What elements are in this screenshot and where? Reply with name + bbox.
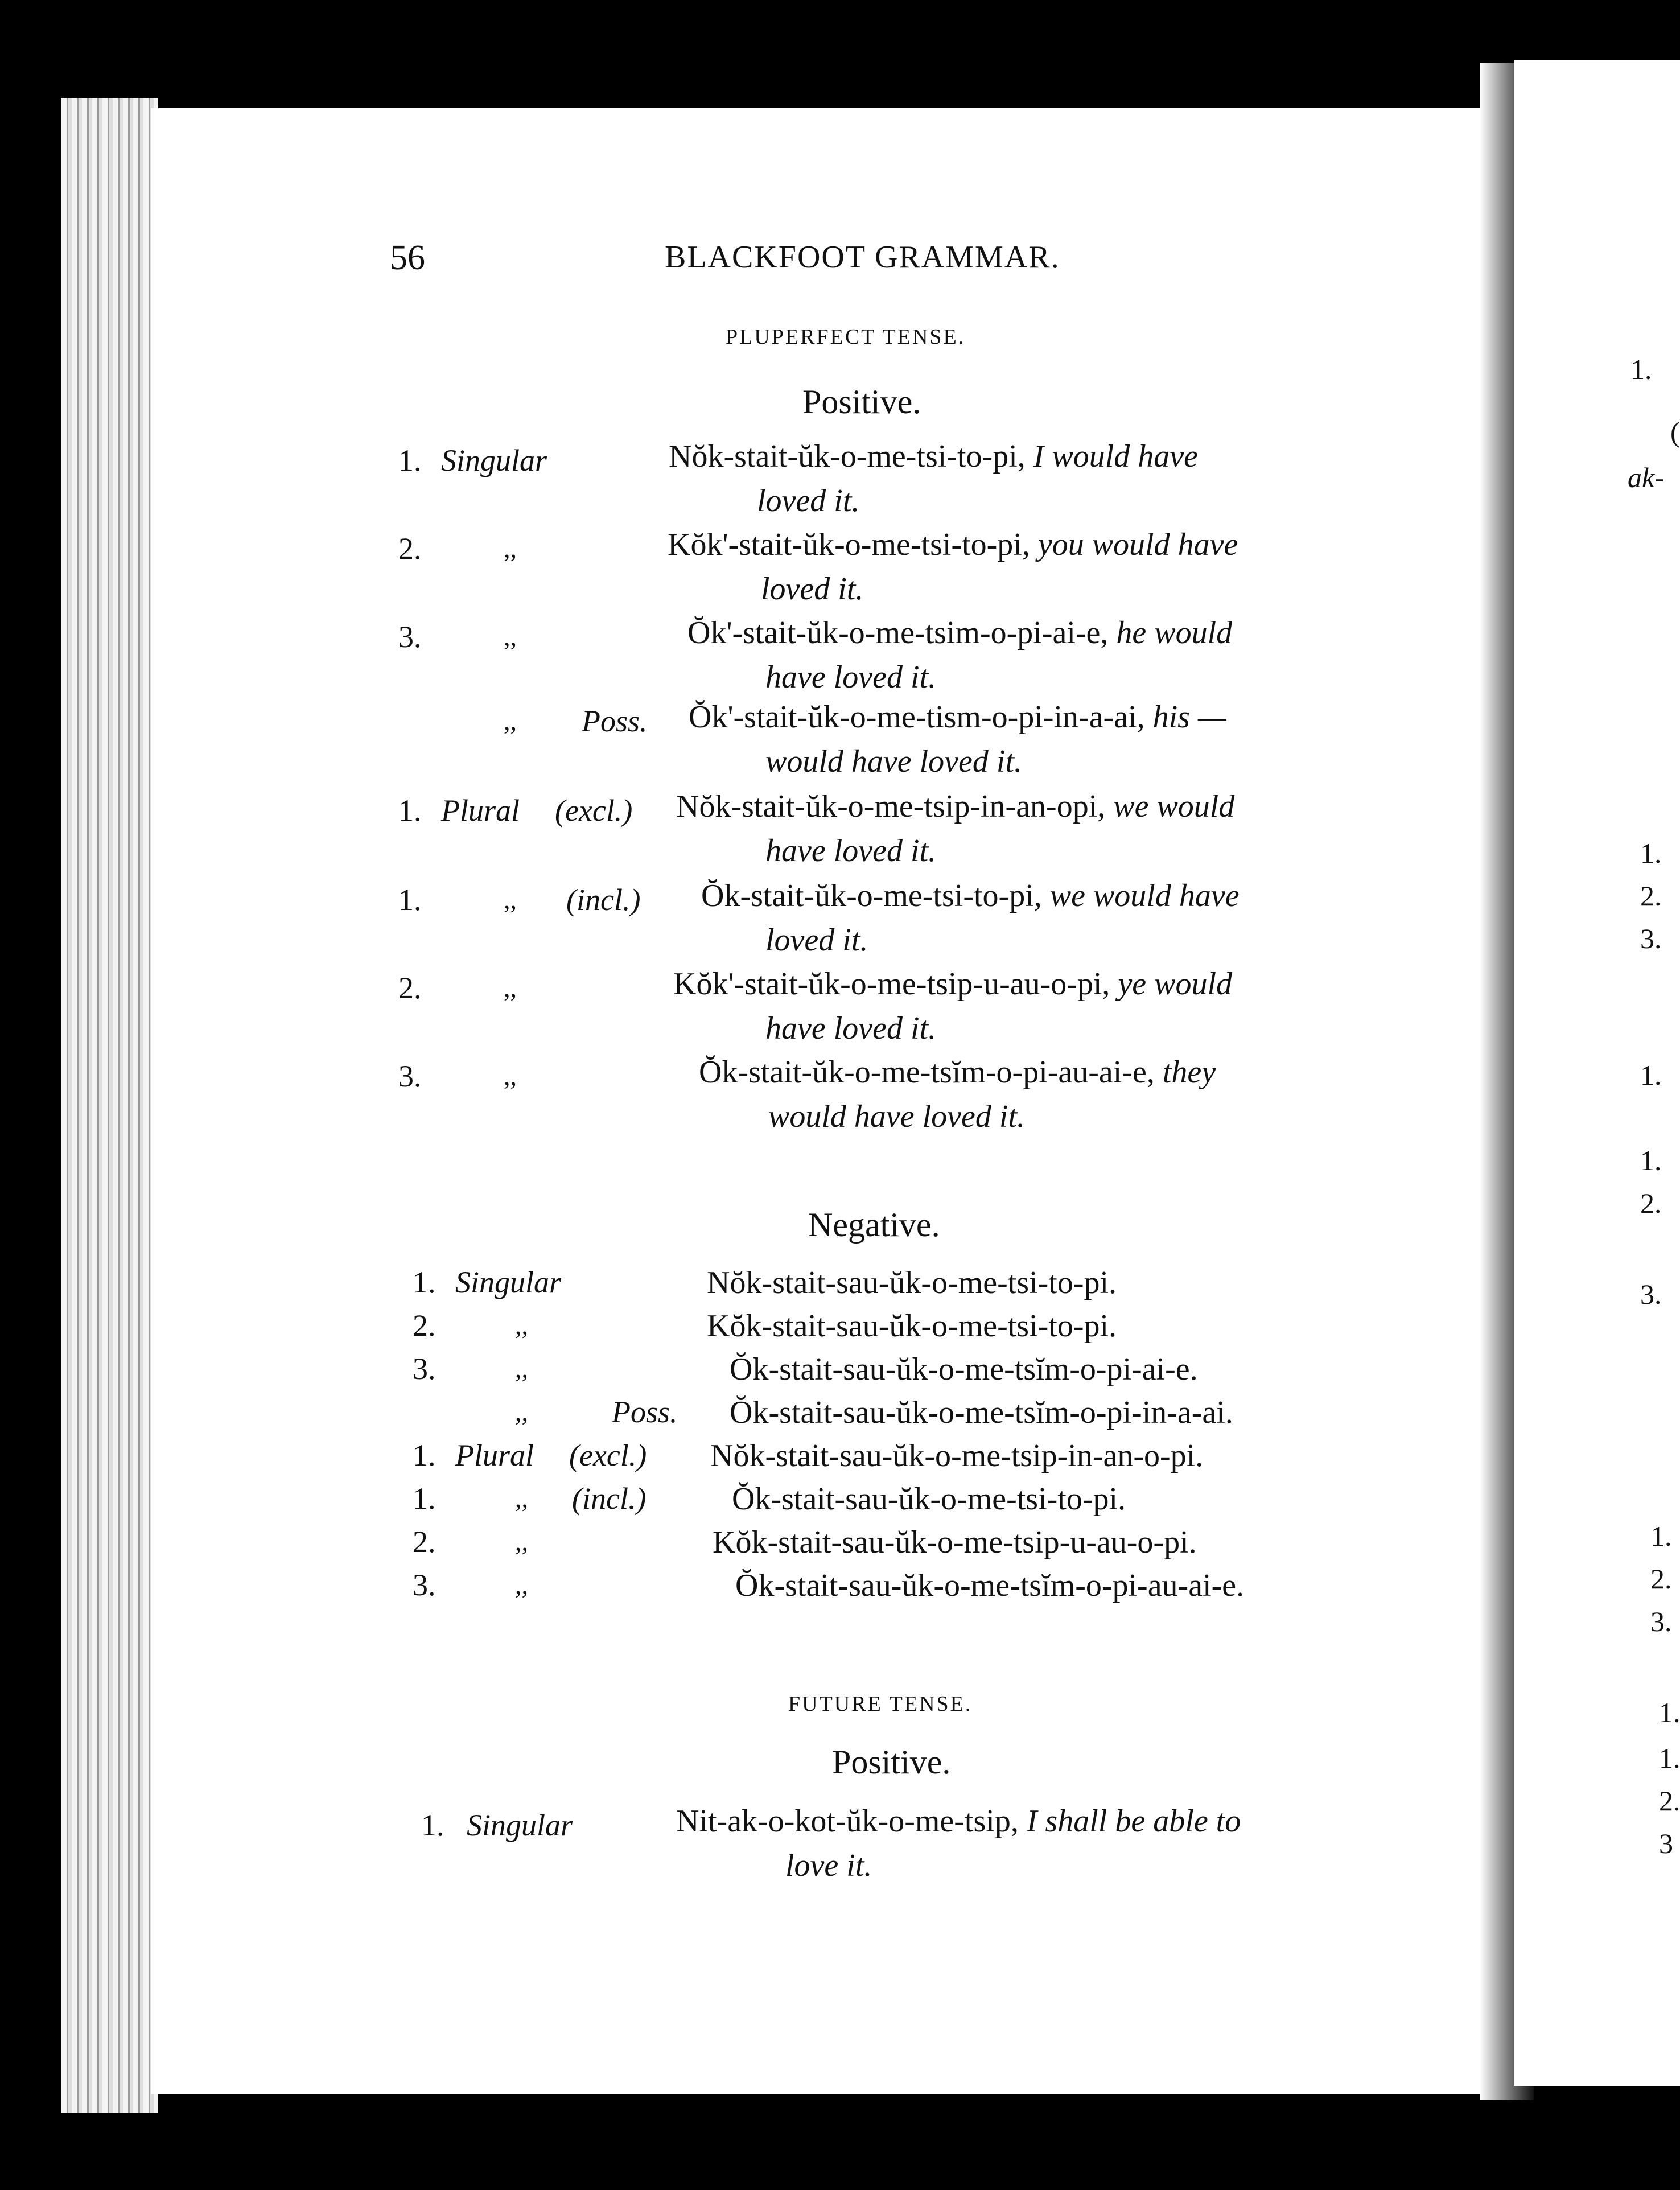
entry-number: 1. <box>398 443 422 477</box>
right-page-fragment: 1. <box>1659 1697 1680 1728</box>
translation: you would have <box>1037 527 1238 562</box>
translation-continuation: loved it. <box>761 571 864 607</box>
right-page-fragment: ( <box>1670 416 1680 448</box>
blackfoot-form: Kŏk'-stait-ŭk-o-me-tsi-to-pi, <box>668 527 1038 562</box>
entry-number: 1. <box>413 1265 436 1299</box>
verb-form: Ŏk-stait-sau-ŭk-o-me-tsĭm-o-pi-au-ai-e. <box>735 1568 1245 1603</box>
page-number: 56 <box>390 238 425 277</box>
right-page-fragment: 3. <box>1640 923 1662 954</box>
ditto-mark: ,, <box>515 1397 528 1426</box>
blackfoot-form: Ŏk'-stait-ŭk-o-me-tism-o-pi-in-a-ai, <box>689 699 1153 735</box>
verb-form: Kŏk-stait-sau-ŭk-o-me-tsip-u-au-o-pi. <box>713 1525 1197 1560</box>
right-page-fragment: 1. <box>1659 1742 1680 1774</box>
right-page-fragment: 1. <box>1640 837 1662 869</box>
blackfoot-form: Ŏk-stait-ŭk-o-me-tsĭm-o-pi-au-ai-e, <box>699 1055 1163 1090</box>
verb-form: Nŏk-stait-sau-ŭk-o-me-tsip-in-an-o-pi. <box>710 1438 1204 1473</box>
right-page-fragment: 3. <box>1650 1606 1672 1637</box>
running-head: BLACKFOOT GRAMMAR. <box>665 240 1060 275</box>
entry-number: 1. <box>413 1481 436 1516</box>
translation: ye would <box>1118 966 1233 1002</box>
verb-form: Ŏk-stait-sau-ŭk-o-me-tsĭm-o-pi-in-a-ai. <box>730 1395 1233 1430</box>
translation: they <box>1162 1055 1216 1090</box>
right-page-fragment: 1. <box>1650 1520 1672 1552</box>
entry-qualifier: (excl.) <box>569 1438 647 1472</box>
translation-continuation: have loved it. <box>765 1011 937 1046</box>
verb-form <box>676 788 1234 825</box>
entry-number: 3. <box>398 1059 422 1093</box>
translation: we would <box>1113 789 1235 824</box>
blackfoot-form: Ŏk'-stait-ŭk-o-me-tsim-o-pi-ai-e, <box>687 615 1117 651</box>
translation: we would have <box>1049 878 1240 913</box>
ditto-mark: ,, <box>515 1354 528 1383</box>
right-page-fragment: 2. <box>1640 880 1662 912</box>
translation-continuation: would have loved it. <box>768 1099 1026 1134</box>
page-edges <box>61 98 158 2113</box>
entry-qualifier: (incl.) <box>566 883 641 917</box>
entry-qualifier: (incl.) <box>572 1481 647 1516</box>
translation-continuation: would have loved it. <box>765 744 1023 779</box>
number-label: Singular <box>441 443 547 477</box>
entry-number: 2. <box>413 1525 436 1559</box>
verb-form <box>669 438 1198 475</box>
translation-continuation: loved it. <box>765 923 868 958</box>
ditto-mark: ,, <box>504 1061 517 1090</box>
verb-form: Ŏk-stait-sau-ŭk-o-me-tsĭm-o-pi-ai-e. <box>730 1352 1198 1387</box>
entry-qualifier: Poss. <box>612 1395 678 1429</box>
right-page-fragment: 3 <box>1659 1827 1673 1859</box>
ditto-mark: ,, <box>504 622 517 651</box>
translation-continuation: loved it. <box>757 483 860 518</box>
ditto-mark: ,, <box>504 885 517 914</box>
entry-number: 1. <box>413 1438 436 1472</box>
blackfoot-form: Ŏk-stait-ŭk-o-me-tsi-to-pi, <box>701 878 1050 913</box>
blackfoot-form: Kŏk'-stait-ŭk-o-me-tsip-u-au-o-pi, <box>673 966 1118 1002</box>
verb-form <box>676 1803 1241 1839</box>
entry-number: 2. <box>398 971 422 1005</box>
translation-continuation: have loved it. <box>765 660 937 695</box>
blackfoot-form: Nit-ak-o-kot-ŭk-o-me-tsip, <box>676 1804 1027 1839</box>
translation: I shall be able to <box>1026 1804 1241 1839</box>
entry-number: 3. <box>398 620 422 654</box>
verb-form <box>701 878 1240 914</box>
translation-continuation: love it. <box>785 1848 872 1883</box>
verb-form <box>699 1054 1216 1090</box>
pluperfect-tense-heading: PLUPERFECT TENSE. <box>726 325 966 349</box>
translation: his — <box>1152 699 1226 735</box>
right-page-fragment: 1. <box>1640 1145 1662 1176</box>
number-label: Plural <box>441 793 520 828</box>
verb-form: Ŏk-stait-sau-ŭk-o-me-tsi-to-pi. <box>732 1481 1126 1517</box>
pluperfect-negative-heading: Negative. <box>808 1206 940 1244</box>
ditto-mark: ,, <box>515 1484 528 1513</box>
number-label: Singular <box>467 1808 573 1842</box>
entry-number: 3. <box>413 1352 436 1386</box>
right-page-fragment: 2. <box>1640 1187 1662 1219</box>
right-page-fragment: ak- <box>1628 462 1664 493</box>
entry-number: 2. <box>398 532 422 566</box>
pluperfect-positive-heading: Positive. <box>802 383 921 421</box>
verb-form: Kŏk-stait-sau-ŭk-o-me-tsi-to-pi. <box>707 1308 1117 1344</box>
ditto-mark: ,, <box>515 1570 528 1599</box>
entry-number: 1. <box>398 883 422 917</box>
verb-form <box>673 966 1232 1002</box>
number-label: Plural <box>455 1438 534 1472</box>
entry-qualifier: Poss. <box>582 704 648 738</box>
right-page-fragment: 1. <box>1640 1059 1662 1091</box>
entry-number: 1. <box>398 793 422 828</box>
entry-number: 3. <box>413 1568 436 1602</box>
verb-form <box>689 699 1226 735</box>
ditto-mark: ,, <box>515 1311 528 1340</box>
entry-number: 1. <box>421 1808 444 1842</box>
translation: I would have <box>1033 439 1199 474</box>
right-page-fragment: 2. <box>1659 1785 1680 1817</box>
verb-form: Nŏk-stait-sau-ŭk-o-me-tsi-to-pi. <box>707 1265 1117 1300</box>
translation-continuation: have loved it. <box>765 833 937 868</box>
verb-form <box>687 615 1232 651</box>
entry-qualifier: (excl.) <box>555 793 633 828</box>
ditto-mark: ,, <box>504 973 517 1002</box>
translation: he would <box>1116 615 1233 651</box>
future-tense-heading: FUTURE TENSE. <box>788 1692 973 1716</box>
entry-number: 2. <box>413 1308 436 1343</box>
right-page-fragment: 1. <box>1630 353 1652 385</box>
blackfoot-form: Nŏk-stait-ŭk-o-me-tsi-to-pi, <box>669 439 1033 474</box>
future-positive-heading: Positive. <box>832 1743 951 1781</box>
blackfoot-form: Nŏk-stait-ŭk-o-me-tsip-in-an-opi, <box>676 789 1114 824</box>
number-label: Singular <box>455 1265 562 1299</box>
verb-form <box>668 526 1238 563</box>
right-page-fragment: 3. <box>1640 1278 1662 1310</box>
ditto-mark: ,, <box>504 706 517 735</box>
ditto-mark: ,, <box>504 534 517 563</box>
right-page-fragment: 2. <box>1650 1563 1672 1595</box>
ditto-mark: ,, <box>515 1527 528 1556</box>
